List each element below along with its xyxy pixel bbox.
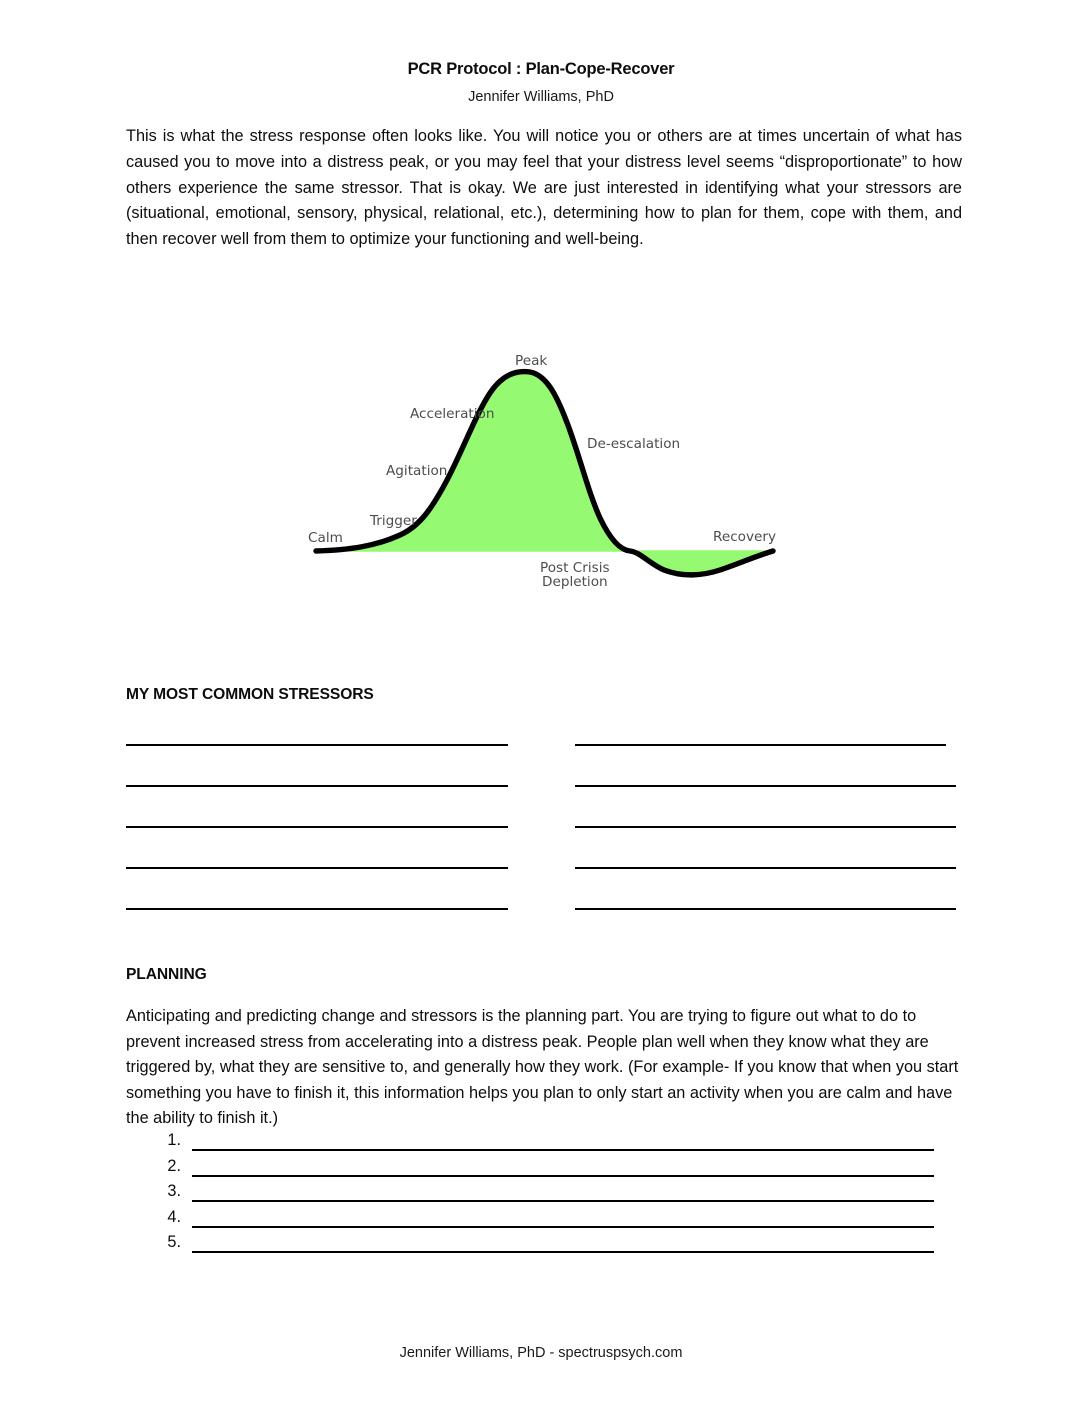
curve-label-agitation: Agitation [386,463,448,479]
curve-label-trigger: Trigger [370,513,417,529]
curve-label-calm: Calm [308,530,343,546]
curve-label-recovery: Recovery [713,529,777,545]
curve-label-de-escalation: De-escalation [587,436,681,452]
page-footer: Jennifer Williams, PhD - spectruspsych.com [399,1345,683,1361]
curve-label-acceleration: Acceleration [410,406,495,422]
planning-list-item [126,1181,962,1207]
planning-item-line-5[interactable] [192,1251,934,1253]
planning-item-number: 2. [167,1156,181,1175]
stressor-line-left-5[interactable] [126,908,508,910]
stressor-line-left-1[interactable] [126,744,508,746]
curve-label-depletion: Depletion [542,574,608,590]
page-title: PCR Protocol : Plan-Cope-Recover [407,60,675,78]
document-author: Jennifer Williams, PhD [468,89,614,105]
section-heading-stressors: MY MOST COMMON STRESSORS [126,686,374,703]
planning-list-item [126,1156,962,1182]
stressor-line-right-2[interactable] [575,785,956,787]
stressor-line-left-4[interactable] [126,867,508,869]
curve-label-peak: Peak [515,353,548,369]
planning-item-number: 5. [167,1233,181,1252]
planning-item-line-4[interactable] [192,1226,934,1228]
stressors-blank-lines [126,725,962,915]
planning-item-line-1[interactable] [192,1149,934,1151]
planning-list-item [126,1232,962,1258]
intro-paragraph: This is what the stress response often looks like. You will notice you or others are at times uncertain of what has caused you to move into a distress peak, or you may feel that your distress level seems “disproportionate” to how others experience the same stressor. That is okay. We are just interested in identifying what your stressors are (situational, emotional, sensory, physical, relational, etc.), determining how to plan for them, cope with them, and then recover well from them to optimize your functioning and well-being. [126,127,962,249]
stressor-line-right-5[interactable] [575,908,956,910]
stress-response-diagram [290,338,790,600]
planning-item-line-2[interactable] [192,1175,934,1177]
planning-item-number: 3. [167,1182,181,1201]
planning-item-number: 4. [167,1207,181,1226]
stressor-line-right-4[interactable] [575,867,956,869]
stressor-line-left-3[interactable] [126,826,508,828]
planning-numbered-list [126,1130,962,1258]
planning-item-number: 1. [167,1131,181,1149]
section-heading-planning: PLANNING [126,966,207,983]
planning-item-line-3[interactable] [192,1200,934,1202]
planning-paragraph: Anticipating and predicting change and stressors is the planning part. You are trying to figure out what to do to prevent increased stress from accelerating into a distress peak. People plan well when they know what they are triggered by, what they are sensitive to, and generally how they work. (For example- If you know that when you start something you have to finish it, this information helps you plan to only start an activity when you are calm and have the ability to finish it.) [126,1007,959,1128]
stressor-line-right-3[interactable] [575,826,956,828]
curve-label-post-crisis: Post Crisis [540,560,610,576]
planning-list-item [126,1130,962,1156]
planning-list-item [126,1207,962,1233]
stressor-line-right-1[interactable] [575,744,946,746]
stressor-line-left-2[interactable] [126,785,508,787]
